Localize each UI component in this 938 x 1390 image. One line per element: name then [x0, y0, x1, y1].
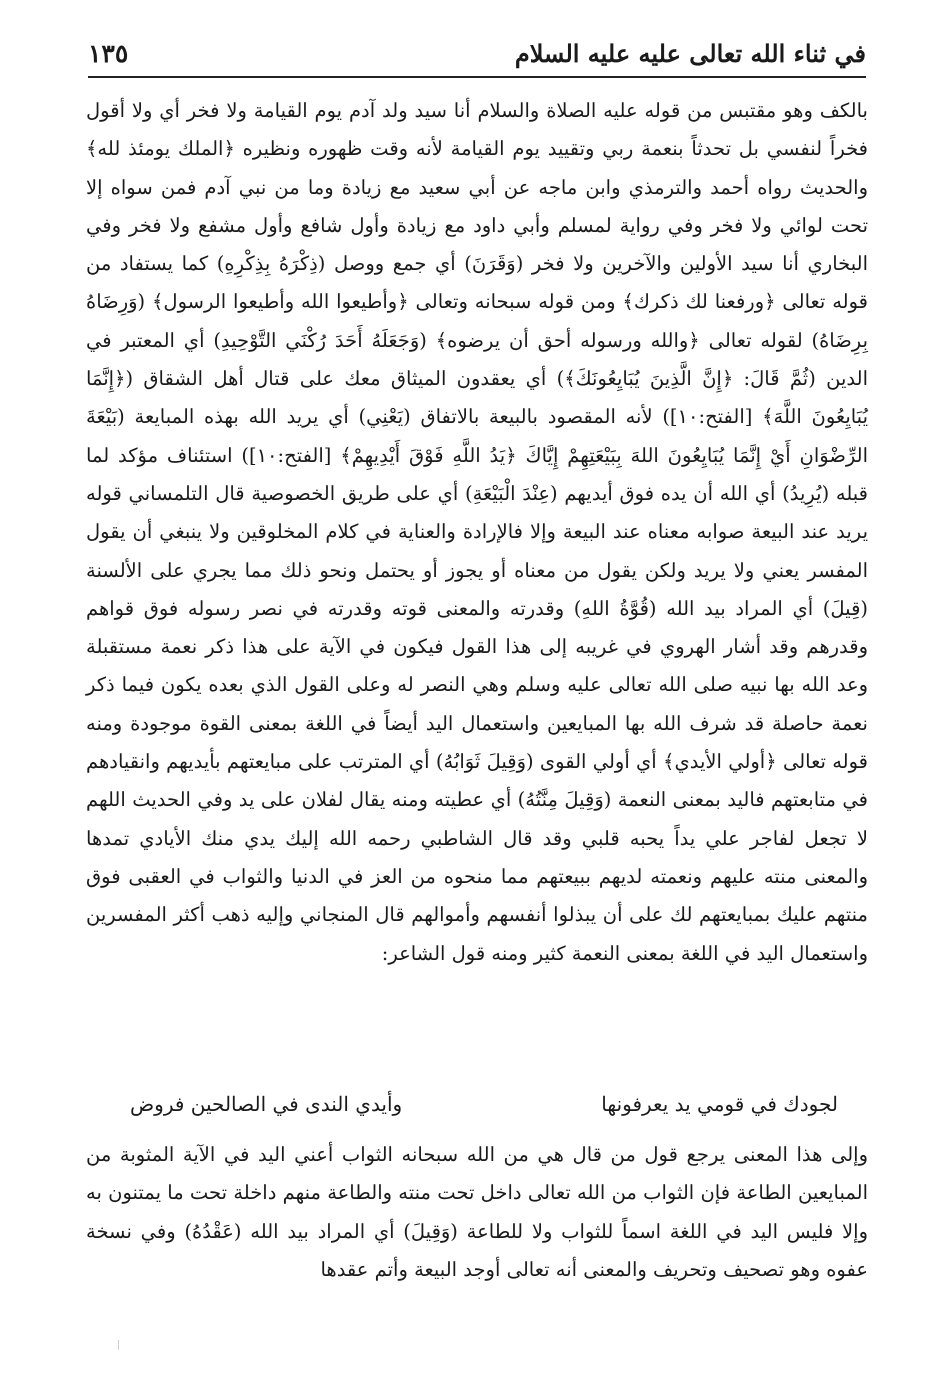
verse-second-hemistich: وأيدي الندى في الصالحين فروض: [130, 1092, 403, 1116]
header-title: في ثناء الله تعالى عليه عليه السلام: [514, 39, 866, 68]
paragraph: بالكف وهو مقتبس من قوله عليه الصلاة والسلام أنا سيد ولد آدم يوم القيامة ولا فخر أي ولا أقول فخراً لنفسي بل تحدثاً بنعمة ربي وتقييد يوم القيامة لأنه وقت ظهوره ونظيره ﴿الملك يومئذ لله﴾ والحديث رواه أحمد والترمذي وابن ماجه عن أبي سعيد مع زيادة وما من نبي آدم فمن سواه إلا تحت لوائي ولا فخر وفي رواية لمسلم وأبي داود مع زيادة وأول شافع وأول مشفع ولا فخر وفي البخاري أنا سيد الأولين والآخرين ولا فخر (وَقَرَنَ) أي جمع ووصل (ذِكْرَهُ بِذِكْرِهِ) كما يستفاد من قوله تعالى ﴿ورفعنا لك ذكرك﴾ ومن قوله سبحانه وتعالى ﴿وأطيعوا الله وأطيعوا الرسول﴾ (وَرِضَاهُ بِرِضَاهُ) لقوله تعالى ﴿والله ورسوله أحق أن يرضوه﴾ (وَجَعَلَهُ أَحَدَ رُكْنَي التَّوْحِيدِ) أي المعتبر في الدين (ثُمَّ قَالَ: ﴿إِنَّ الَّذِينَ يُبَايِعُونَكَ﴾) أي يعقدون الميثاق معك على قتال أهل الشقاق (﴿إِنَّمَا يُبَايِعُونَ اللَّهَ﴾ [الفتح:١٠]) لأنه المقصود بالبيعة بالاتفاق (يَعْنِي) أي يريد الله بهذه المبايعة (بَيْعَةَ الرِّضْوَانِ أَيْ إِنَّمَا يُبَايِعُونَ اللهَ بِبَيْعَتِهِمْ إِيَّاكَ ﴿يَدُ اللَّهِ فَوْقَ أَيْدِيهِمْ﴾ [الفتح:١٠]) استئناف مؤكد لما قبله (يُرِيدُ) أي الله أن يده فوق أيديهم (عِنْدَ الْبَيْعَةِ) أي على طريق الخصوصية قال التلمساني قوله يريد عند البيعة صوابه معناه عند البيعة وإلا فالإرادة والعناية في كلام المخلوقين ولا ينبغي أن يقول المفسر يعني ولا يريد ولكن يقول من معناه أو يجوز أو يحتمل ونحو ذلك مما يجري على الألسنة (قِيلَ) أي المراد بيد الله (قُوَّةُ اللهِ) وقدرته والمعنى قوته وقدرته في نصر رسوله فوق قواهم وقدرهم وقد أشار الهروي في غريبه إلى هذا القول فيكون في الآية على هذا ذكر نعمة مستقبلة وعد الله بها نبيه صلى الله تعالى عليه وسلم وهي النصر له وعلى القول الذي بعده يكون فيما ذكر نعمة حاصلة قد شرف الله بها المبايعين واستعمال اليد أيضاً في اللغة بمعنى القوة موجودة ومنه قوله تعالى ﴿أولي الأيدي﴾ أي أولي القوى (وَقِيلَ ثَوَابُهُ) أي المترتب على مبايعتهم بأيديهم وانقيادهم في متابعتهم فاليد بمعنى النعمة (وَقِيلَ مِنَّتُهُ) أي عطيته ومنه يقال لفلان على يد وفي الحديث اللهم لا تجعل لفاجر علي يداً يحبه قلبي وقد قال الشاطبي رحمه الله إليك يدي منك الأيادي تمدها والمعنى منته عليهم ونعمته لديهم ببيعتهم مما منحوه من العز في الدنيا والثواب في العقبى فوق منتهم عليك بمبايعتهم لك على أن يبذلوا أنفسهم وأموالهم قال المنجاني وإليه ذهب أكثر المفسرين واستعمال اليد في اللغة بمعنى النعمة كثير ومنه قول الشاعر:: [86, 99, 868, 965]
scan-mark: [118, 1340, 119, 1350]
running-header: [88, 28, 866, 72]
main-text-block: [86, 92, 868, 973]
poetry-verse: [130, 1084, 838, 1124]
continuation-text-block: [86, 1136, 868, 1289]
verse-first-hemistich: لجودك في قومي يد يعرفونها: [601, 1092, 838, 1116]
page-number: ١٣٥: [88, 39, 129, 68]
paragraph: وإلى هذا المعنى يرجع قول من قال هي من الله سبحانه الثواب أعني اليد في الآية المثوبة من المبايعين الطاعة فإن الثواب من الله تعالى داخل تحت منته والطاعة منهم داخلة تحت ما يمتنون به وإلا فليس اليد في اللغة اسماً للثواب ولا للطاعة (وَقِيلَ) أي المراد بيد الله (عَقْدُهُ) وفي نسخة عفوه وهو تصحيف وتحريف والمعنى أنه تعالى أوجد البيعة وأتم عقدها: [86, 1143, 868, 1281]
header-divider: [88, 76, 866, 78]
